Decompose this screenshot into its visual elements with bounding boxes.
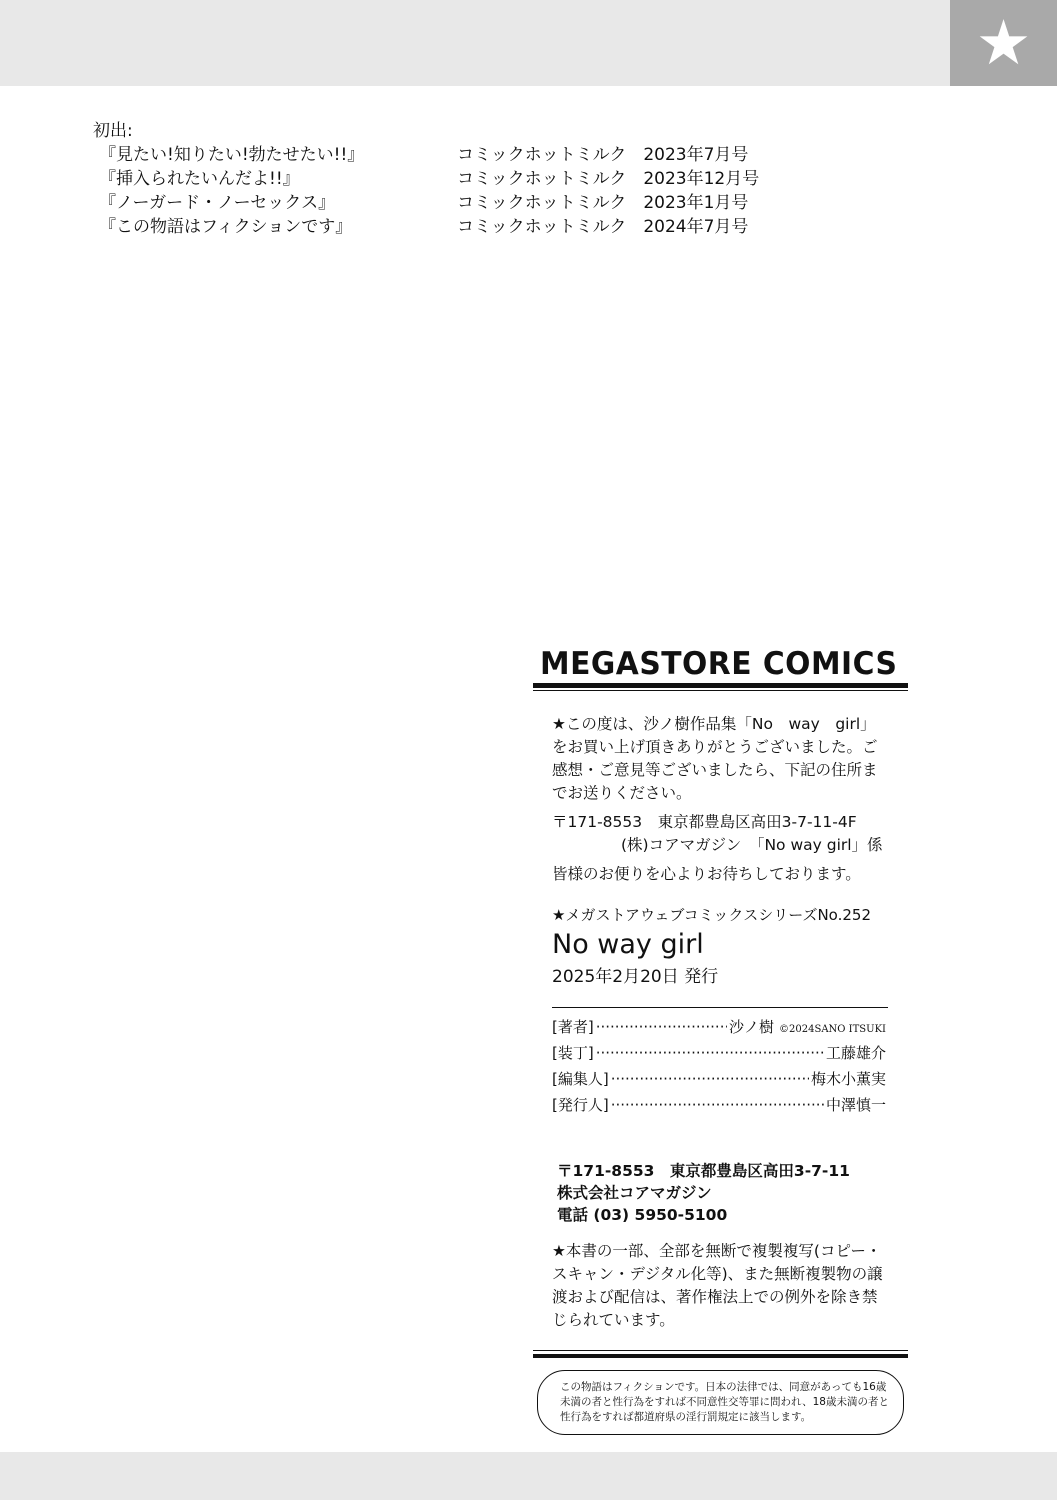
story-title: 『ノーガード・ノーセックス』 (99, 193, 336, 213)
list-item (93, 215, 759, 239)
credit-name: 沙ノ樹 (729, 1018, 775, 1036)
magazine-issue: コミックホットミルク 2024年7月号 (457, 217, 749, 237)
credit-role: [編集人] (552, 1070, 609, 1088)
fiction-notice-text: この物語はフィクションです。日本の法律では、同意があっても16歳未満の者と性行為をすれば不同意性交等罪に問われ、18歳未満の者と性行為をすれば都道府県の淫行罰規定に該当します。 (560, 1381, 889, 1423)
divider (533, 1350, 908, 1351)
list-item (93, 143, 759, 167)
divider (533, 683, 908, 688)
publisher-address: 〒171-8553 東京都豊島区高田3-7-11 (557, 1162, 850, 1180)
credit-row (552, 1092, 886, 1118)
magazine-issue: コミックホットミルク 2023年1月号 (457, 193, 749, 213)
credit-role: [著者] (552, 1018, 594, 1036)
fiction-notice (537, 1370, 904, 1435)
leader-dots (611, 1066, 809, 1092)
first-publication-heading: 初出: (93, 121, 133, 141)
credit-role: [発行人] (552, 1096, 609, 1114)
book-title: No way girl (552, 929, 704, 960)
publish-date: 2025年2月20日 発行 (552, 967, 719, 987)
credit-row (552, 1066, 886, 1092)
series-label: ★メガストアウェブコミックスシリーズNo.252 (552, 906, 871, 924)
copyright-notice: ★本書の一部、全部を無断で複製複写(コピー・スキャン・デジタル化等)、また無断複製物の譲渡および配信は、著作権法上での例外を除き禁じられています。 (552, 1242, 883, 1329)
credit-role: [装丁] (552, 1044, 594, 1062)
star-icon: ★ (975, 6, 1032, 79)
waiting-message: 皆様のお便りを心よりお待ちしております。 (552, 865, 861, 883)
story-title: 『挿入られたいんだよ!!』 (99, 169, 300, 189)
magazine-issue: コミックホットミルク 2023年12月号 (457, 169, 760, 189)
top-gray-band (0, 0, 1057, 86)
list-item (93, 191, 759, 215)
magazine-issue: コミックホットミルク 2023年7月号 (457, 145, 749, 165)
colophon (533, 640, 908, 1435)
credit-row (552, 1040, 886, 1066)
publisher-info (533, 1160, 908, 1226)
credits-list (533, 1014, 908, 1118)
leader-dots (596, 1040, 824, 1066)
credit-name: 中澤慎一 (825, 1096, 886, 1114)
star-tab (950, 0, 1057, 86)
mail-recipient: (株)コアマガジン 「No way girl」係 (621, 836, 883, 854)
divider (552, 1007, 888, 1008)
leader-dots (596, 1014, 727, 1040)
author-copyright: ©2024SANO ITSUKI (779, 1024, 886, 1035)
story-title: 『この物語はフィクションです』 (99, 217, 353, 237)
bottom-gray-band (0, 1452, 1057, 1500)
divider (533, 690, 908, 691)
mail-address: 〒171-8553 東京都豊島区高田3-7-11-4F (552, 813, 857, 831)
publisher-phone: 電話 (03) 5950-5100 (557, 1206, 728, 1224)
first-publication-list (93, 119, 759, 239)
credit-row (552, 1014, 886, 1040)
thanks-message: ★この度は、沙ノ樹作品集「No way girl」をお買い上げ頂きありがとうございました。ご感想・ご意見等ございましたら、下記の住所までお送りください。 (552, 715, 878, 802)
brand-logo: MEGASTORE COMICS (540, 646, 898, 682)
divider (533, 1354, 908, 1358)
story-title: 『見たい!知りたい!勃たせたい!!』 (99, 145, 365, 165)
credit-name: 梅木小薫実 (810, 1070, 886, 1088)
list-item (93, 167, 759, 191)
leader-dots (611, 1092, 824, 1118)
publisher-company: 株式会社コアマガジン (557, 1184, 712, 1202)
credit-name: 工藤雄介 (825, 1044, 886, 1062)
